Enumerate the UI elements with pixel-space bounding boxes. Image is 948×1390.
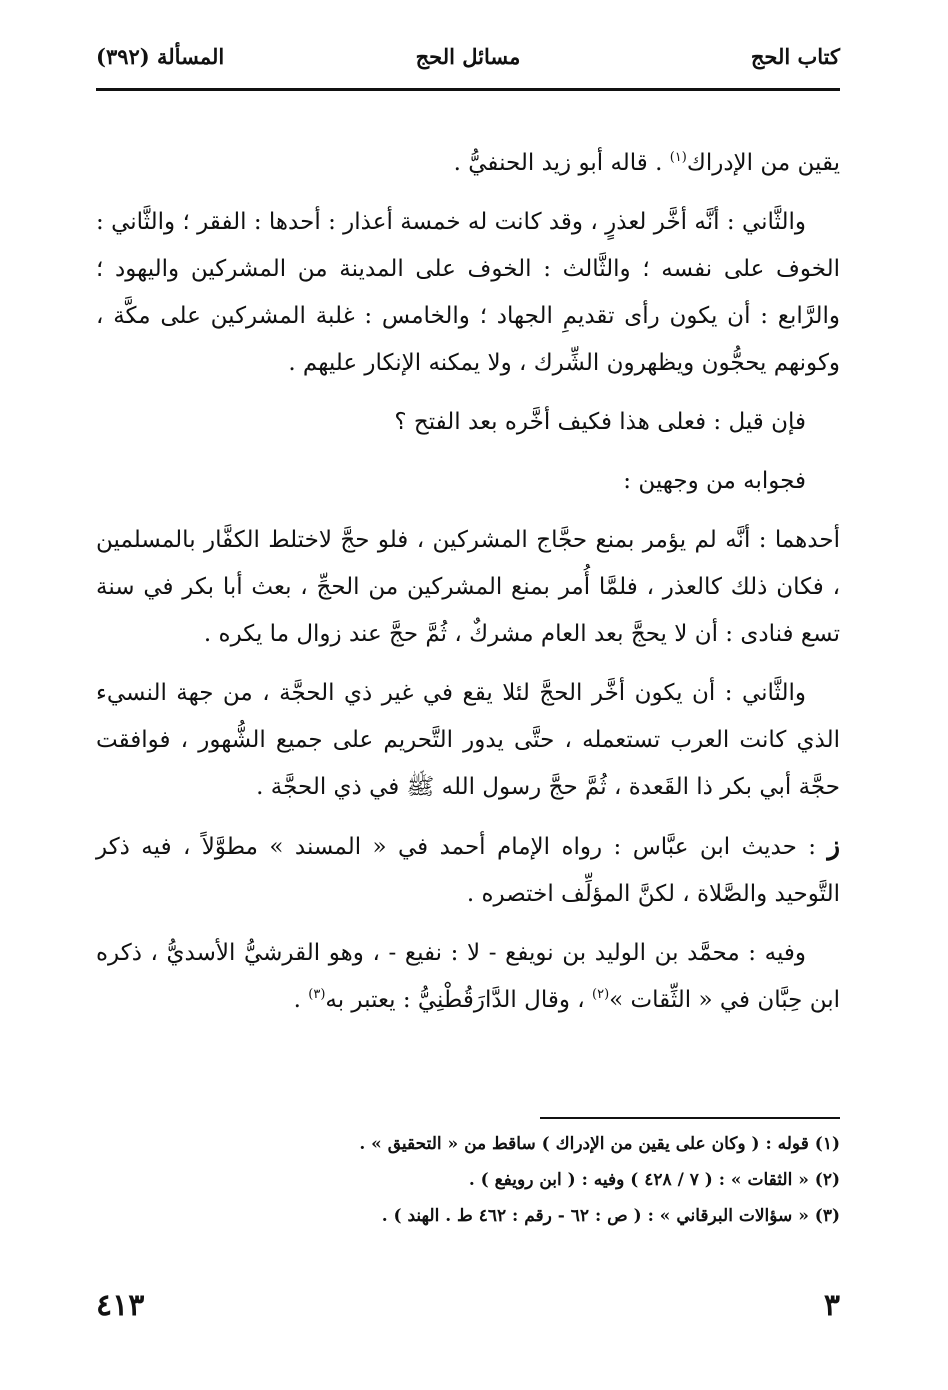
footnote-ref-3: (٣) (308, 987, 326, 1002)
footnotes (96, 1126, 840, 1234)
paragraph-4: فجوابه من وجهين : (623, 468, 806, 494)
header-issue-number: المسألة (٣٩٢) (96, 44, 225, 69)
part-number: ٣ (823, 1288, 840, 1323)
footnote-ref-1: (١) (669, 150, 687, 165)
header-chapter-title: مسائل الحج (415, 44, 521, 69)
main-text (96, 140, 840, 1036)
header-rule (96, 88, 840, 91)
paragraph-8: وفيه : محمَّد بن الوليد بن نويفع - لا : نفيع - ، وهو القرشيُّ الأسديُّ ، ذكره ابن حِبَّان في « الثِّقات »$^{(٢)}$ ، وقال الدَّارَقُطْنِيُّ : يعتبر به$^{(٣)}$ . (96, 940, 840, 1013)
page-number: ٤١٣ (96, 1288, 145, 1323)
paragraph-7: ز : حديث ابن عبَّاس : رواه الإمام أحمد في « المسند » مطوَّلاً ، فيه ذكر التَّوحيد والصَّلاة ، لكنَّ المؤلِّف اختصره . (96, 831, 840, 907)
document-page (96, 0, 840, 1390)
header-book-title: كتاب الحج (750, 44, 840, 69)
paragraph-6: والثَّاني : أن يكون أخَّر الحجَّ لئلا يقع في غير ذي الحجَّة ، من جهة النسيء الذي كانت العرب تستعمله ، حتَّى يدور التَّحريم على جميع الشُّهور ، فوافقت حجَّة أبي بكر ذا القَعدة ، ثُمَّ حجَّ رسول الله ﷺ في ذي الحجَّة . (96, 680, 840, 800)
footnote-ref-2: (٢) (592, 987, 610, 1002)
paragraph-5: أحدهما : أنَّه لم يؤمر بمنع حجَّاج المشركين ، فلو حجَّ لاختلط الكفَّار بالمسلمين ، فكان ذلك كالعذر ، فلمَّا أُمر بمنع المشركين من الحجِّ ، بعث أبا بكر في سنة تسع فنادى : أن لا يحجَّ بعد العام مشركٌ ، ثُمَّ حجَّ عند زوال ما يكره . (96, 527, 840, 647)
footnote-3: (٣) « سؤالات البرقاني » : ( ص : ٦٢ - رقم : ٤٦٢ ط . الهند ) . (381, 1206, 840, 1226)
footnote-2: (٢) « الثقات » : ( ٧ / ٤٢٨ ) وفيه : ( ابن رويفع ) . (468, 1170, 840, 1190)
running-header (96, 44, 840, 88)
footnote-1: (١) قوله : ( وكان على يقين من الإدراك ) ساقط من « التحقيق » . (359, 1134, 840, 1154)
footnote-separator (540, 1117, 840, 1119)
additions-mark: ز (827, 831, 840, 861)
page-footer (96, 1288, 840, 1332)
paragraph-1: يقين من الإدراك$^{(١)}$ . قاله أبو زيد الحنفيُّ . (453, 150, 840, 176)
paragraph-2: والثَّاني : أنَّه أخَّر لعذرٍ ، وقد كانت له خمسة أعذار : أحدها : الفقر ؛ والثَّاني : الخوف على نفسه ؛ والثَّالث : الخوف على المدينة من المشركين واليهود ؛ والرَّابع : أن يكون رأى تقديمِ الجهاد ؛ والخامس : غلبة المشركين على مكَّة ، وكونهم يحجُّون ويظهرون الشِّرك ، ولا يمكنه الإنكار عليهم . (96, 209, 840, 376)
paragraph-3: فإن قيل : فعلى هذا فكيف أخَّره بعد الفتح ؟ (394, 409, 806, 435)
